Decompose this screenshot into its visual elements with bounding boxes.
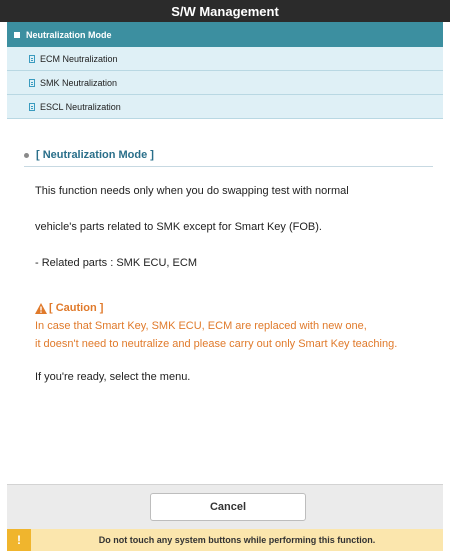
neutralization-menu <box>7 22 443 119</box>
warning-message: Do not touch any system buttons while performing this function. <box>98 535 376 545</box>
menu-item-label: ECM Neutralization <box>40 53 118 64</box>
cancel-button[interactable]: Cancel <box>150 493 306 521</box>
description-line-1: This function needs only when you do swapping test with normal <box>35 185 349 197</box>
square-icon <box>14 32 20 38</box>
caution-title: [ Caution ] <box>49 302 104 314</box>
menu-item-label: SMK Neutralization <box>40 77 118 88</box>
document-icon <box>29 79 35 87</box>
caution-line-2: it doesn't need to neutralize and please carry out only Smart Key teaching. <box>35 338 398 350</box>
menu-item-ecm-neutralization[interactable] <box>7 47 443 71</box>
section-title-text: [ Neutralization Mode ] <box>36 149 154 161</box>
window-title: S/W Management <box>0 0 450 22</box>
caution-heading <box>35 302 103 314</box>
menu-header-neutralization-mode[interactable] <box>7 22 443 47</box>
bullet-icon <box>24 153 29 158</box>
caution-line-1: In case that Smart Key, SMK ECU, ECM are replaced with new one, <box>35 320 367 332</box>
document-icon <box>29 103 35 111</box>
description-line-2: vehicle's parts related to SMK except for Smart Key (FOB). <box>35 221 322 233</box>
menu-item-escl-neutralization[interactable] <box>7 95 443 119</box>
exclamation-icon: ! <box>7 529 31 551</box>
ready-text: If you're ready, select the menu. <box>35 371 191 383</box>
related-parts-text: - Related parts : SMK ECU, ECM <box>35 257 197 269</box>
menu-item-label: ESCL Neutralization <box>40 101 121 112</box>
document-icon <box>29 55 35 63</box>
warning-triangle-icon <box>35 303 47 314</box>
section-title <box>24 149 433 167</box>
menu-header-label: Neutralization Mode <box>26 29 112 40</box>
warning-banner <box>7 529 443 551</box>
button-bar <box>7 484 443 529</box>
menu-item-smk-neutralization[interactable] <box>7 71 443 95</box>
